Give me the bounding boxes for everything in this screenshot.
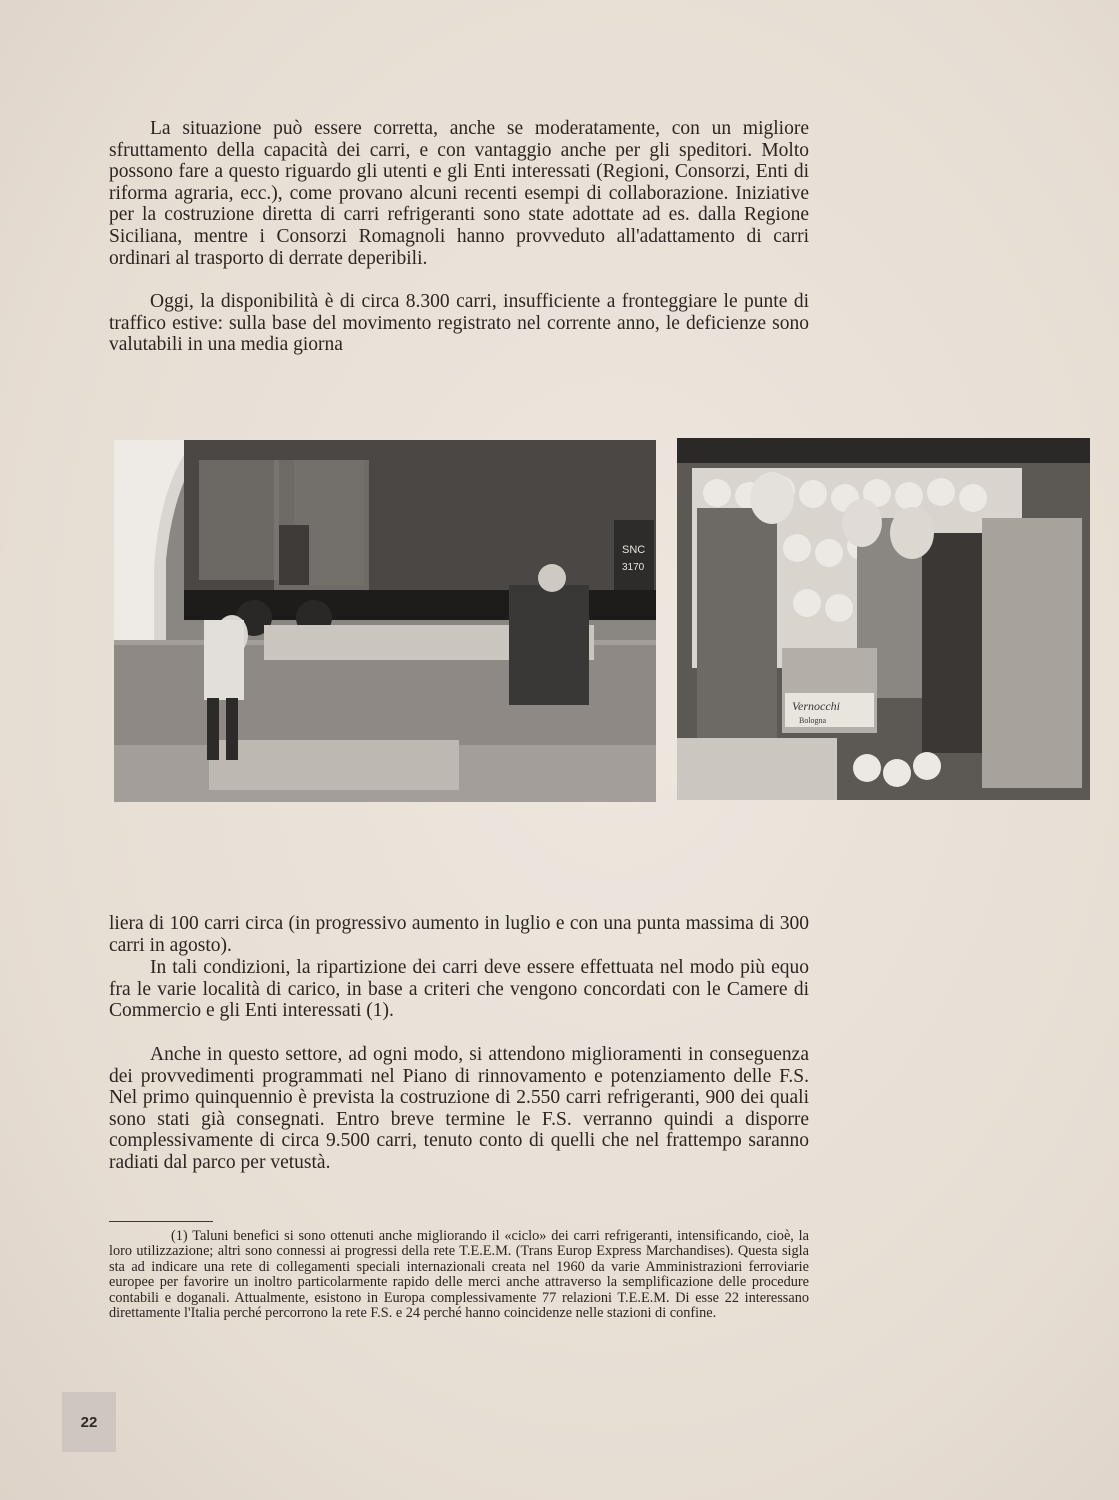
crate-label-2: Bologna bbox=[799, 716, 827, 725]
crate-label-1: Vernocchi bbox=[792, 699, 840, 713]
wagon-marking-1: SNC bbox=[622, 544, 646, 556]
body-paragraph-2: Oggi, la disponibilità è di circa 8.300 carri, insufficiente a fronteggiare le punte di traffico estive: sulla base del movimento registrato nel corrente anno, le deficienze sono valutabili in una media giorna bbox=[109, 291, 809, 356]
photo-fruit-packing bbox=[677, 438, 1090, 800]
footnote: (1) Taluni benefici si sono ottenuti anche migliorando il «ciclo» dei carri refrigeranti, intensificando, cioè, la loro utilizzazione; altri sono connessi ai progressi della rete T.E.E.M. (Trans Europ Express Marchandises). Questa sigla sta ad indicare una rete di collegamenti speciali internazionali creata nel 1960 da varie Amministrazioni ferroviarie europee per favorire un inoltro particolarmente rapido delle merci anche attraverso la semplificazione delle procedure contabili e doganali. Attualmente, esistono in Europa complessivamente 77 relazioni T.E.E.M. Di esse 22 interessano direttamente l'Italia perché percorrono la rete F.S. e 24 perché hanno coincidenze nelle stazioni di confine. bbox=[109, 1228, 809, 1322]
wagon-marking-2: 3170 bbox=[622, 562, 645, 573]
photo-fruit-packing-image bbox=[677, 438, 1090, 800]
body-paragraph-5: Anche in questo settore, ad ogni modo, si attendono miglioramenti in conseguenza dei provvedimenti programmati nel Piano di rinnovamento e potenziamento delle F.S. Nel primo quinquennio è prevista la costruzione di 2.550 carri refrigeranti, 900 dei quali sono stati già consegnati. Entro breve termine le F.S. verranno quindi a disporre complessivamente di circa 9.500 carri, tenuto conto di quelli che nel frattempo saranno radiati dal parco per vetustà. bbox=[109, 1044, 809, 1173]
footnote-separator bbox=[109, 1221, 213, 1222]
body-paragraph-3: liera di 100 carri circa (in progressivo aumento in luglio e con una punta massima di 300 carri in agosto). bbox=[109, 913, 809, 956]
photo-wagon-loading bbox=[114, 440, 656, 802]
photo-wagon-loading-image bbox=[114, 440, 656, 802]
body-paragraph-1: La situazione può essere corretta, anche se moderatamente, con un migliore sfruttamento della capacità dei carri, e con vantaggio anche per gli speditori. Molto possono fare a questo riguardo gli utenti e gli Enti interessati (Regioni, Consorzi, Enti di riforma agraria, ecc.), come provano alcuni recenti esempi di collaborazione. Iniziative per la costruzione diretta di carri refrigeranti sono state adottate ad es. dalla Regione Siciliana, mentre i Consorzi Romagnoli hanno provveduto all'adattamento di carri ordinari al trasporto di derrate deperibili. bbox=[109, 118, 809, 269]
page-number: 22 bbox=[62, 1392, 116, 1452]
body-paragraph-4: In tali condizioni, la ripartizione dei carri deve essere effettuata nel modo più equo fra le varie località di carico, in base a criteri che vengono concordati con le Camere di Commercio e gli Enti interessati (1). bbox=[109, 957, 809, 1022]
